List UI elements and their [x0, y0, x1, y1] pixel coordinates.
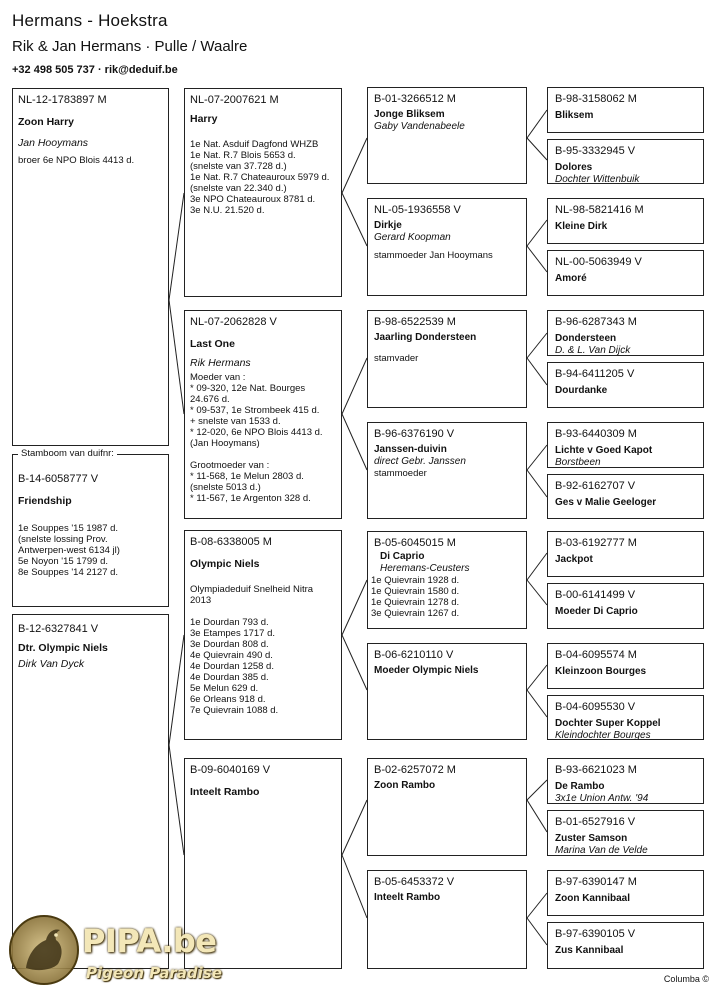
ring-number: B-00-6141499 V [555, 589, 636, 601]
pigeon-name: Lichte v Goed Kapot [555, 445, 653, 456]
ring-number: B-01-6527916 V [555, 816, 636, 828]
pigeon-name: Zuster Samson [555, 833, 628, 844]
ring-number: NL-07-2062828 V [190, 316, 277, 328]
ring-number: NL-07-2007621 M [190, 94, 279, 106]
info-text: stammoeder [374, 468, 427, 479]
parent-card-1[interactable] [184, 88, 342, 297]
great-grandparent-card-12[interactable] [547, 695, 704, 740]
ring-number: B-14-6058777 V [18, 473, 99, 485]
ring-number: NL-98-5821416 M [555, 204, 644, 216]
grandparent-card-2[interactable] [367, 198, 527, 296]
owner-name: D. & L. Van Dijck [555, 345, 631, 356]
great-grandparent-card-11[interactable] [547, 643, 704, 689]
info-text: 1e Nat. Asduif Dagfond WHZB 1e Nat. R.7 Blois 5653 d. (snelste van 37.728 d.) 1e Nat. R.7 Chateauroux 5979 d. (snelste van 22.340 d.) 3e NPO Chateauroux 8781 d. 3e N.U. 21.520 d. [190, 139, 330, 216]
great-grandparent-card-8[interactable] [547, 474, 704, 519]
pigeon-name: Dtr. Olympic Niels [18, 642, 108, 654]
info-text: 1e Souppes '15 1987 d. (snelste lossing Prov. Antwerpen-west 6134 jl) 5e Noyon '15 1799 d. 8e Souppes '14 2127 d. [18, 523, 120, 578]
pigeon-name: Jaarling Dondersteen [374, 332, 477, 343]
owner-name: Gerard Koopman [374, 232, 451, 243]
contact-info: +32 498 505 737 · rik@deduif.be [12, 64, 178, 76]
pigeon-name: Harry [190, 113, 218, 125]
pigeon-name: Amoré [555, 273, 587, 284]
pigeon-name: Zoon Harry [18, 116, 75, 128]
grandparent-card-5[interactable] [367, 531, 527, 629]
info-text: 1e Quievrain 1928 d. 1e Quievrain 1580 d. 1e Quievrain 1278 d. 3e Quievrain 1267 d. [371, 575, 460, 619]
ring-number: B-04-6095530 V [555, 701, 636, 713]
great-grandparent-card-3[interactable] [547, 198, 704, 244]
pigeon-name: Olympic Niels [190, 558, 260, 570]
ring-number: B-98-6522539 M [374, 316, 456, 328]
page-subtitle: Rik & Jan Hermans · Pulle / Waalre [12, 38, 248, 55]
ring-number: B-97-6390105 V [555, 928, 636, 940]
pigeon-name: Inteelt Rambo [190, 786, 260, 798]
pigeon-name: Ges v Malie Geeloger [555, 497, 657, 508]
info-text: stamvader [374, 353, 419, 364]
owner-name: Gaby Vandenabeele [374, 121, 465, 132]
owner-name: Rik Hermans [190, 357, 251, 369]
owner-name: Dirk Van Dyck [18, 658, 85, 670]
pigeon-name: Zus Kannibaal [555, 945, 624, 956]
pigeon-name: Jonge Bliksem [374, 109, 445, 120]
ring-number: B-09-6040169 V [190, 764, 271, 776]
subject-card[interactable] [12, 88, 169, 446]
pigeon-name: Kleinzoon Bourges [555, 666, 647, 677]
info-text: Olympiadeduif Snelheid Nitra 2013 1e Dourdan 793 d. 3e Etampes 1717 d. 3e Dourdan 808 d. 4e Quievrain 490 d. 4e Dourdan 1258 d. 4e Dourdan 385 d. 5e Melun 629 d. 6e Orleans 918 d. 7e Quievrain 1088 d. [190, 584, 314, 716]
ring-number: B-97-6390147 M [555, 876, 637, 888]
ring-number: B-02-6257072 M [374, 764, 456, 776]
pigeon-name: Moeder Di Caprio [555, 606, 638, 617]
owner-name: Borstbeen [555, 457, 601, 468]
sibling-legend: Stamboom van duifnr: [18, 448, 117, 459]
great-grandparent-card-7[interactable] [547, 422, 704, 468]
owner-name: direct Gebr. Janssen [374, 456, 466, 467]
ring-number: B-95-3332945 V [555, 145, 636, 157]
pigeon-name: Zoon Rambo [374, 780, 436, 791]
ring-number: NL-05-1936558 V [374, 204, 461, 216]
ring-number: B-96-6376190 V [374, 428, 455, 440]
great-grandparent-card-16[interactable] [547, 922, 704, 969]
ring-number: B-01-3266512 M [374, 93, 456, 105]
footer-credit: Columba © [663, 974, 709, 984]
owner-name: Heremans-Ceusters [380, 563, 470, 574]
owner-name: Marina Van de Velde [555, 845, 648, 856]
grandparent-card-7[interactable] [367, 758, 527, 856]
owner-name: Jan Hooymans [18, 137, 89, 149]
great-grandparent-card-13[interactable] [547, 758, 704, 804]
page-title: Hermans - Hoekstra [12, 11, 168, 30]
ring-number: B-93-6621023 M [555, 764, 637, 776]
pigeon-name: Dochter Super Koppel [555, 718, 661, 729]
ring-number: B-94-6411205 V [555, 368, 635, 380]
great-grandparent-card-10[interactable] [547, 583, 704, 629]
great-grandparent-card-14[interactable] [547, 810, 704, 856]
grandparent-card-1[interactable] [367, 87, 527, 184]
grandparent-card-4[interactable] [367, 422, 527, 519]
logo-text: PIPA.be [82, 922, 217, 960]
pigeon-name: Friendship [18, 495, 72, 507]
ring-number: B-08-6338005 M [190, 536, 272, 548]
grandparent-card-6[interactable] [367, 643, 527, 740]
logo-subtext: Pigeon Paradise [86, 964, 222, 982]
ring-number: B-92-6162707 V [555, 480, 636, 492]
pigeon-name: Dirkje [374, 220, 402, 231]
pigeon-name: Dourdanke [555, 385, 608, 396]
info-text: broer 6e NPO Blois 4413 d. [18, 155, 135, 166]
pigeon-name: Moeder Olympic Niels [374, 665, 479, 676]
ring-number: B-05-6045015 M [374, 537, 456, 549]
great-grandparent-card-1[interactable] [547, 87, 704, 133]
parent-card-3[interactable] [184, 530, 342, 740]
ring-number: B-03-6192777 M [555, 537, 637, 549]
ring-number: NL-00-5063949 V [555, 256, 642, 268]
ring-number: NL-12-1783897 M [18, 94, 107, 106]
great-grandparent-card-15[interactable] [547, 870, 704, 916]
sibling-card-1[interactable] [12, 454, 169, 607]
pigeon-name: Kleine Dirk [555, 221, 608, 232]
pigeon-name: Last One [190, 338, 235, 350]
owner-name: 3x1e Union Antw. '94 [555, 793, 649, 804]
pigeon-name: Inteelt Rambo [374, 892, 441, 903]
great-grandparent-card-2[interactable] [547, 139, 704, 184]
pigeon-name: De Rambo [555, 781, 605, 792]
pigeon-name: Bliksem [555, 110, 594, 121]
pigeon-name: Jackpot [555, 554, 593, 565]
ring-number: B-98-3158062 M [555, 93, 637, 105]
info-text: Moeder van : * 09-320, 12e Nat. Bourges 24.676 d. * 09-537, 1e Strombeek 415 d. + snelste van 1533 d. * 12-020, 6e NPO Blois 4413 d. (Jan Hooymans) Grootmoeder van : * 11-568, 1e Melun 2803 d. (snelste 5013 d.) * 11-567, 1e Argenton 328 d. [190, 372, 323, 504]
grandparent-card-8[interactable] [367, 870, 527, 969]
info-text: stammoeder Jan Hooymans [374, 250, 493, 261]
pigeon-name: Di Caprio [380, 551, 425, 562]
grandparent-card-3[interactable] [367, 310, 527, 408]
ring-number: B-05-6453372 V [374, 876, 455, 888]
pigeon-name: Zoon Kannibaal [555, 893, 630, 904]
ring-number: B-93-6440309 M [555, 428, 637, 440]
great-grandparent-card-9[interactable] [547, 531, 704, 577]
pigeon-name: Dolores [555, 162, 593, 173]
ring-number: B-96-6287343 M [555, 316, 637, 328]
great-grandparent-card-6[interactable] [547, 362, 704, 408]
owner-name: Kleindochter Bourges [555, 730, 651, 740]
ring-number: B-06-6210110 V [374, 649, 454, 661]
owner-name: Dochter Wittenbuik [555, 174, 640, 184]
ring-number: B-04-6095574 M [555, 649, 637, 661]
ring-number: B-12-6327841 V [18, 623, 99, 635]
great-grandparent-card-5[interactable] [547, 310, 704, 356]
parent-card-2[interactable] [184, 310, 342, 519]
pigeon-name: Janssen-duivin [374, 444, 447, 455]
great-grandparent-card-4[interactable] [547, 250, 704, 296]
pigeon-name: Dondersteen [555, 333, 617, 344]
